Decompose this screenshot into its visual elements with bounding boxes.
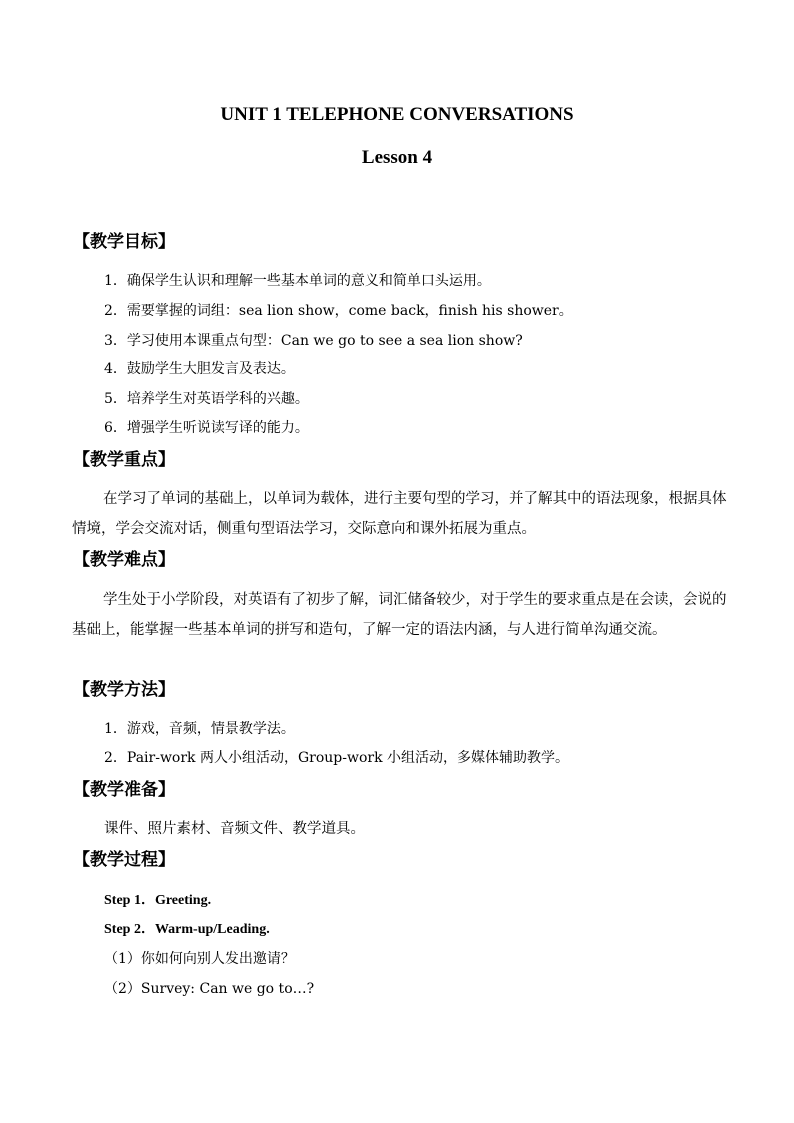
key-points-heading: 【教学重点】	[73, 450, 175, 470]
method-item: 1．游戏，音频，情景教学法。	[104, 721, 295, 737]
lesson-title: Lesson 4	[361, 147, 433, 168]
objective-item: 6．增强学生听说读写译的能力。	[104, 420, 309, 436]
method-item: 2．Pair-work 两人小组活动，Group-work 小组活动，多媒体辅助教学。	[104, 750, 570, 766]
preparation-text: 课件、照片素材、音频文件、教学道具。	[104, 821, 365, 837]
objective-item: 5．培养学生对英语学科的兴趣。	[104, 391, 309, 407]
difficulties-text: 学生处于小学阶段，对英语有了初步了解，词汇储备较少，对于学生的要求重点是在会读，会说的基础上，能掌握一些基本单词的拼写和造句，了解一定的语法内涵，与人进行简单沟通交流。	[72, 592, 727, 638]
objective-item: 2．需要掌握的词组：sea lion show，come back，finish his shower。	[104, 303, 573, 319]
step-item: Step 2．Warm-up/Leading.	[104, 922, 270, 937]
difficulties-paragraph	[72, 585, 728, 645]
key-points-text: 在学习了单词的基础上，以单词为载体，进行主要句型的学习，并了解其中的语法现象，根据具体情境，学会交流对话，侧重句型语法学习，交际意向和课外拓展为重点。	[72, 491, 727, 537]
process-heading: 【教学过程】	[73, 850, 175, 870]
preparation-heading: 【教学准备】	[73, 780, 175, 800]
difficulties-heading: 【教学难点】	[73, 550, 175, 570]
objective-item: 1．确保学生认识和理解一些基本单词的意义和简单口头运用。	[104, 273, 491, 289]
objective-item: 3．学习使用本课重点句型：Can we go to see a sea lion show?	[104, 333, 523, 349]
objectives-heading: 【教学目标】	[73, 232, 175, 252]
objective-item: 4．鼓励学生大胆发言及表达。	[104, 361, 295, 377]
sub-item: （1）你如何向别人发出邀请？	[104, 951, 295, 967]
methods-heading: 【教学方法】	[73, 680, 175, 700]
key-points-paragraph	[72, 484, 728, 544]
step-item: Step 1．Greeting.	[104, 893, 212, 908]
unit-title: UNIT 1 TELEPHONE CONVERSATIONS	[220, 104, 574, 125]
sub-item: （2）Survey: Can we go to…?	[104, 981, 315, 997]
